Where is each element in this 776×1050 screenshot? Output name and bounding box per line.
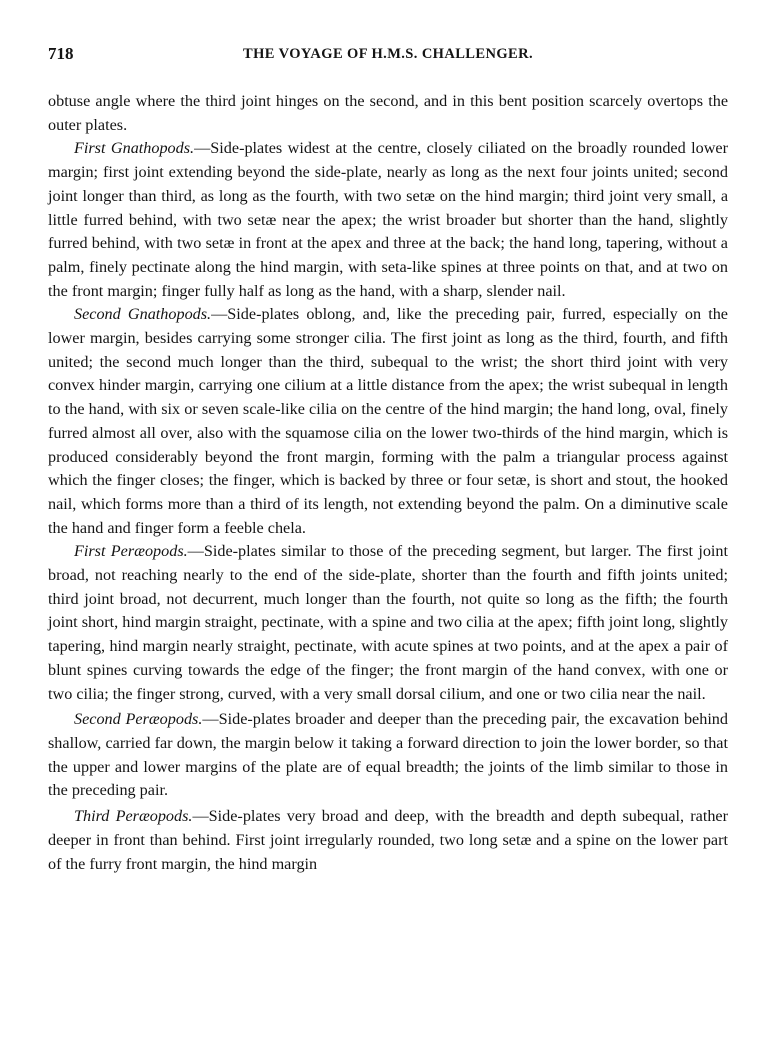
paragraph-text: —Side-plates similar to those of the preceding segment, but larger. The first joint broad, not reaching nearly to the end of the side-plate, shorter than the fourth and fifth joints united; third joint broad, not decurrent, much longer than the fourth, not quite so long as the fifth; the fourth joint short, hind margin straight, pectinate, with a spine and two cilia at the apex; fifth joint long, slightly tapering, hind margin nearly straight, pectinate, with acute spines at two points, and at the apex a pair of blunt spines curving towards the edge of the finger; the front margin of the hand convex, with one or two cilia; the finger strong, curved, with a very small dorsal cilium, and one or two cilia near the nail.	[48, 542, 728, 703]
section-heading: First Gnathopods.	[74, 139, 195, 158]
page-number: 718	[48, 44, 74, 63]
section-heading: Second Gnathopods.	[74, 305, 212, 324]
running-title: THE VOYAGE OF H.M.S. CHALLENGER.	[243, 46, 533, 62]
paragraph-continuation	[48, 90, 728, 137]
section-heading: First Peræopods.	[74, 542, 188, 561]
paragraph-first-peraeopods	[48, 540, 728, 706]
page-header	[48, 40, 728, 70]
body-text	[48, 90, 728, 876]
paragraph-second-gnathopods	[48, 303, 728, 540]
paragraph-third-peraeopods	[48, 805, 728, 876]
paragraph-text: —Side-plates widest at the centre, closely ciliated on the broadly rounded lower margin; first joint extending beyond the side-plate, nearly as long as the next four joints united; second joint longer than third, as long as the fourth, with two setæ on the hind margin; third joint very small, a little furred behind, with two setæ near the apex; the wrist broader but shorter than the hand, slightly furred behind, with two setæ in front at the apex and three at the back; the hand long, tapering, without a palm, finely pectinate along the hind margin, with seta-like spines at three points on that, and at two on the front margin; finger fully half as long as the hand, with a sharp, slender nail.	[48, 139, 728, 300]
section-heading: Second Peræopods.	[74, 710, 203, 729]
paragraph-text: obtuse angle where the third joint hinges on the second, and in this bent position scarcely overtops the outer plates.	[48, 92, 728, 134]
section-heading: Third Peræopods.	[74, 807, 193, 826]
book-page	[48, 40, 728, 876]
paragraph-text: —Side-plates oblong, and, like the preceding pair, furred, especially on the lower margin, besides carrying some stronger cilia. The first joint as long as the third, fourth, and fifth united; the second much longer than the third, subequal to the wrist; the short third joint with very convex hinder margin, carrying one cilium at a little distance from the apex; the wrist subequal in length to the hand, with six or seven scale-like cilia on the centre of the hind margin; the hand long, oval, finely furred almost all over, also with the squamose cilia on the lower two-thirds of the hind margin, which is produced considerably beyond the front margin, forming with the palm a triangular process against which the finger closes; the finger, which is backed by three or four setæ, is short and stout, the hooked nail, which forms more than a third of its length, not extending beyond the palm. On a diminutive scale the hand and finger form a feeble chela.	[48, 305, 728, 537]
paragraph-first-gnathopods	[48, 137, 728, 303]
paragraph-second-peraeopods	[48, 708, 728, 803]
paragraph-text: —Side-plates broader and deeper than the preceding pair, the excavation behind shallow, carried far down, the margin below it taking a forward direction to join the lower border, so that the upper and lower margins of the plate are of equal breadth; the joints of the limb similar to those in the preceding pair.	[48, 710, 728, 800]
paragraph-text: —Side-plates very broad and deep, with the breadth and depth subequal, rather deeper in front than behind. First joint irregularly rounded, two long setæ and a spine on the lower part of the furry front margin, the hind margin	[48, 807, 728, 873]
